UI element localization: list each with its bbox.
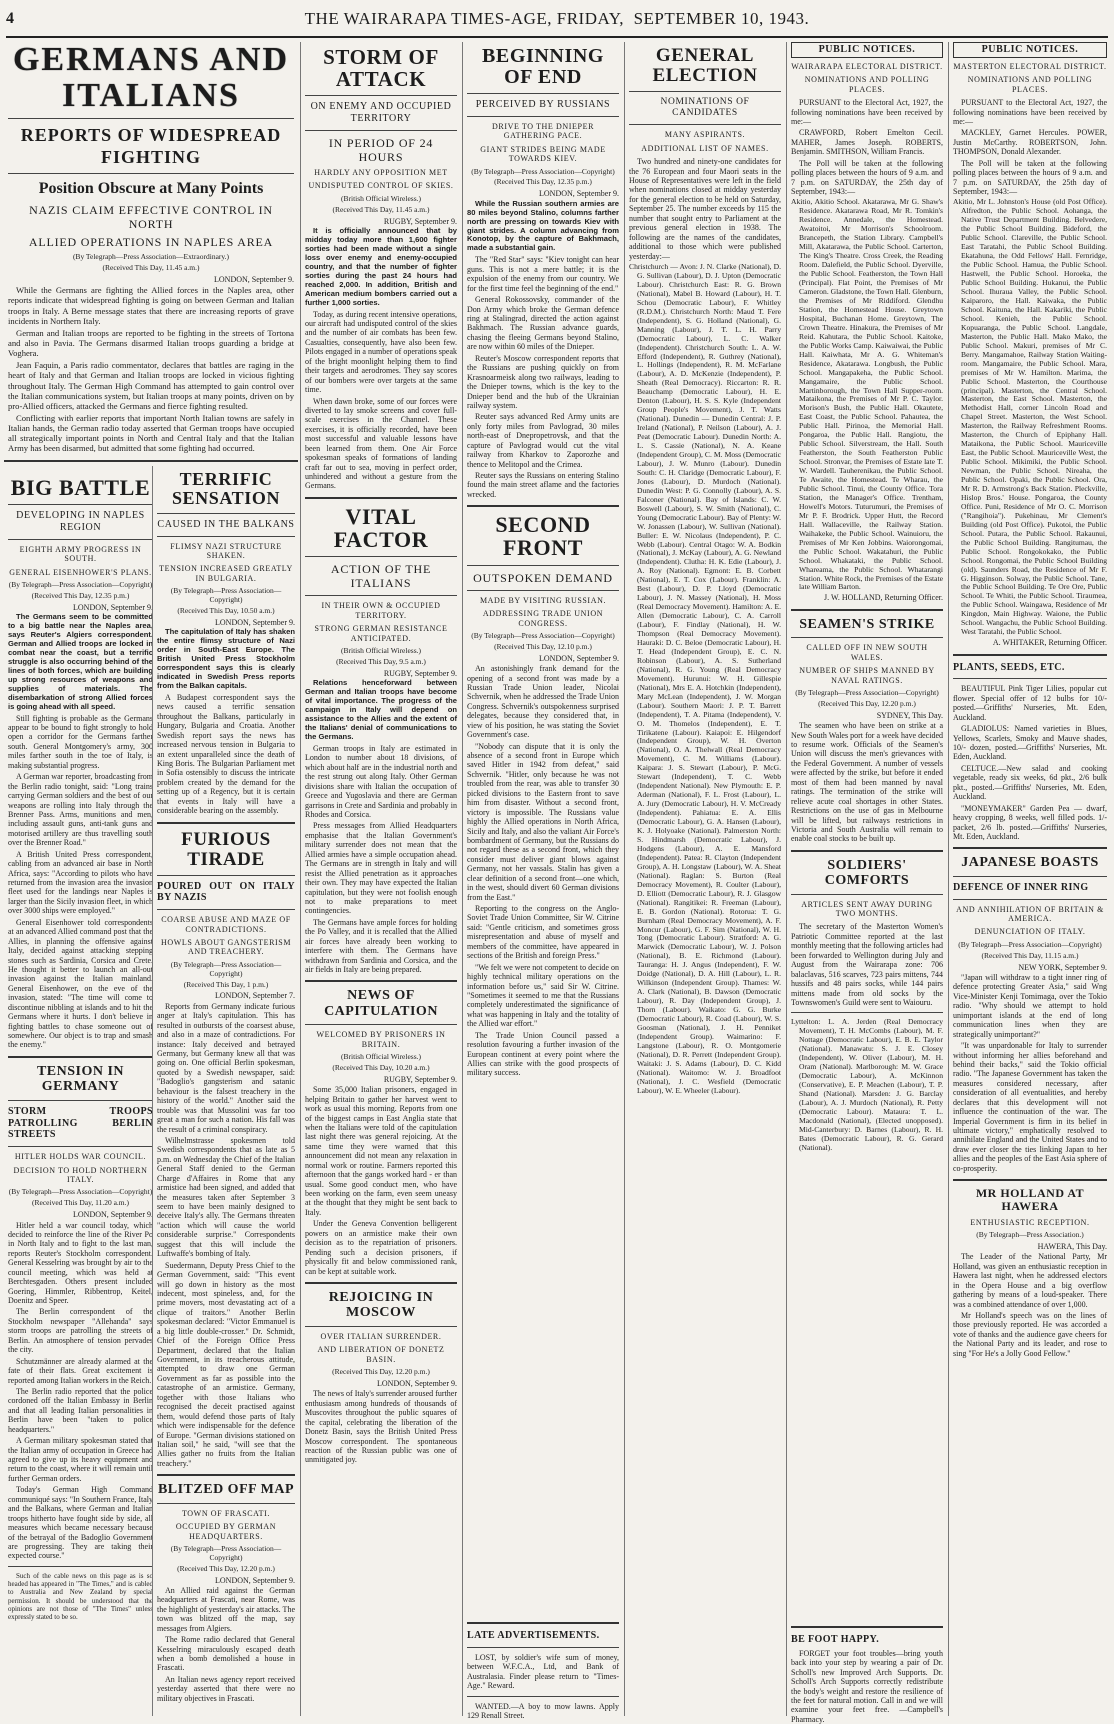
received-line: (Received This Day, 11.20 a.m.): [32, 1198, 129, 1208]
headline-vital-factor: VITAL FACTOR: [333, 503, 429, 552]
subhead-allied-operations: ALLIED OPERATIONS IN NAPLES AREA: [28, 235, 274, 250]
subhead: ENTHUSIASTIC RECEPTION.: [970, 1217, 1090, 1227]
article-paragraph: "We felt we were not competent to decide on highly technical military operations on the information before us," said Sir W. Citrine. "Sometimes it seemed to me that the Russians completely underestimated the significance of what was happening in Italy and the totality of the Allied war effort.": [467, 962, 619, 1029]
article-paragraph: An Italian news agency report received yesterday asserted that there were no military objectives in Frascati.: [157, 1674, 295, 1703]
subhead: HITLER HOLDS WAR COUNCIL.: [14, 1152, 147, 1162]
article-paragraph: The "Red Star" says: "Kiev tonight can hear guns. This is not a mere battle; it is the expulsion of the enemy from our country. We for the first time feel the beginning of the end.": [467, 255, 619, 293]
classified-ad: "MONEYMAKER" Garden Pea — dwarf, heavy cropping, 8 weeks, well filled pods. 1/- packet, 2/6 lb. posted.—Griffiths' Nurseries, Mt. Eden, Auckland.: [953, 803, 1107, 841]
headline-mr-holland: MR HOLLAND AT HAWERA: [975, 1186, 1085, 1214]
article-paragraph: Reuter says advanced Red Army units are only forty miles from Pavlograd, 30 miles north-east of Dnepropetrovsk, and that the capture of Pavlograd would cut the vital railway from Kharkov to Zaporozhe and thence to Melitopol and the Crimea.: [467, 412, 619, 469]
article-paragraph: Conflicting with earlier reports that important North Italian towns are safely in Italian hands, the German radio today asserted that German troops have occupied all strategically important points in North and Central Italy and that the Italian Army has been disarmed, but admitted that some fighting had occurred.: [8, 413, 294, 454]
article-paragraph: Jean Faquin, a Paris radio commentator, declares that battles are raging in the heart of Italy and that German and Italian troops are locked in vicious fighting throughout Italy. The German High Command has attempted to gain control over the Italian communications system, but Italian troops at many points, driven on by pro-Allied officers, attacked the Germans and fierce fighting resulted.: [8, 360, 294, 411]
subhead: EIGHTH ARMY PROGRESS IN SOUTH.: [19, 544, 142, 564]
column-4: [462, 42, 623, 1720]
subhead: DENUNCIATION OF ITALY.: [974, 927, 1086, 937]
classified-ad: LOST, by soldier's wife sum of money, between W.F.C.A., Ltd, and Bank of Australasia. Finder please return to "Times-Age." Reward.: [467, 1652, 619, 1691]
headline-soldiers-comforts: SOLDIERS' COMFORTS: [824, 857, 910, 889]
candidate-list-continued: Lyttelton: L. A. Jerden (Real Democracy Movement), T. H. McCombs (Labour), M. F. Nottage (Democratic Labour), E. B. E. Taylor (National). Manawatu: S. J. E. Closey (Independent), W. Oliver (Labour), M. H. Oram (National). Marlborough: M. W. Grace (Democratic Labour), A. McKinnon (Conservative), E. P. Meachen (Labour), T. P. Shand (National). Marsden: J. G. Barclay (Labour), A. J. Murdoch (National), R. Petty (Democratic Labour). Mataura: T. L. Macdonald (National), (Elected unopposed). Mid-Canterbury: D. Barnes (Labour), R. H. Bates (Democratic Labour), R. G. Gerard (National).: [791, 1017, 943, 1152]
dateline: LONDON, September 9.: [539, 653, 619, 663]
article-paragraph: Reuter's Moscow correspondent reports that the Russians are pushing quickly on from Krasnoarmeisk along two railways, leading to the Dnieper towns, which is the key to the Dnieper bend and the hub of the Ukrainian railway system.: [467, 353, 619, 410]
notice-subhead: WAIRARAPA ELECTORAL DISTRICT.: [791, 61, 943, 71]
column-2: [152, 466, 299, 1716]
subhead: ACTION OF THE ITALIANS: [330, 562, 432, 591]
credit-line: (By Telegraph—Press Association—Copyright): [170, 586, 282, 605]
headline-beginning-of-end: BEGINNING OF END: [481, 45, 605, 88]
column-3: [300, 42, 461, 1716]
notice-paragraph: PURSUANT to the Electoral Act, 1927, the following nominations have been received by me:—: [953, 98, 1107, 126]
subhead: DEFENCE OF INNER RING: [953, 881, 1089, 893]
masthead: [6, 2, 1108, 38]
subhead: STRONG GERMAN RESISTANCE ANTICIPATED.: [314, 624, 448, 643]
article-paragraph: Reporting to the congress on the Anglo-Soviet Trade Union Committee, Sir W. Citrine said: "Gentle criticism, and sometimes gross misrepresentation and abuse of myself and members of the committee, have appeared in sections of the British and foreign Press.": [467, 904, 619, 961]
subhead-position-obscure: Position Obscure at Many Points: [38, 179, 264, 197]
article-paragraph: German troops in Italy are estimated in London to number about 18 divisions, of which about half are in the industrial north and the rest strung out along Italy. Other German divisions share with Italian the occupation of Greece and Yugoslavia and there are German garrisons in Crete and Sardinia and probably in Rhodes and Corsica.: [305, 743, 457, 819]
foot-happy-ad: [787, 1620, 947, 1724]
article-paragraph: Reuter says the Russians on entering Stalino found the main street aflame and the factories wrecked.: [467, 471, 619, 499]
subhead: POURED OUT ON ITALY BY NAZIS: [157, 880, 295, 904]
dateline: LONDON, September 9.: [377, 1378, 457, 1388]
candidate-list: Christchurch — Avon: J. N. Clarke (National), D. G. Sullivan (Labour), D. J. Upton (Democratic Labour). Christchurch East: R. G. Brown (National), Mabel B. Howard (Labour), H. T. Schou (Democratic Labour), F. Whitley (R.D.M.). Christchurch North: Maud T. Fere (Independent), S. G. Holland (National), G. Manning (Labour), J. T. L. H. Parry (Democratic Labour), L. C. Walker (Independent). Christchurch South: L. A. W. Efford (Independent), R. Guthrey (National), L. Hollings (Independent), R. M. McFarlane (Labour), A. D. McKenzie (Independent), P. Sheath (Real Democracy). Riccarton: R. R. Beauchamp (Democratic Labour), H. E. Denton (Labour), H. S. S. Kyle (Independent Group People's Movement), J. T. Watts (National). Dunedin — Dunedin Central: J. P. Ireland (National), P. Neilson (Labour), A. J. Peat (Democratic Labour). Dunedin North: A. L. S. Cassie (National), N. A. Keane (Independent Group), C. M. Moss (Democratic Labour), J. W. Munro (Labour). Dunedin South: C. H. Claridge (Democratic Labour), F. Jones (Labour), D. Murdoch (National). Dunedin West: P. G. Connolly (Labour), A. S. Falconer (National). Bay of Islands: C. W. Boswell (Labour), S. W. Smith (National), C. Young (Democratic Labour). Bay of Plenty: W. W. Jonassen (Labour), W. Sullivan (National). Buller: E. W. Nicolaus (Independent), P. C. Webb (Labour). Central Otago: W. A. Bodkin (National), J. McKay (Labour), A. G. Newland (Independent). Clutha: H. K. Edie (Labour), J. A. Roy (National). Egmont: E. B. Corbett (National), E. T. Cox (Labour). Franklin: A. Best (Labour), D. P. Lloyd (Democratic Labour), J. N. Massey (National), H. Moss (Real Democracy Movement). Hamilton: A. E. Allen (Democratic Labour), C. A. Carroll (Labour), F. Findlay (National), H. W. Thompson (Real Democracy Movement). Hauraki: D. C. Beloe (Democratic Labour), H. T. Head (Independent Group), E. C. N. Robinson (Labour), A. S. Sutherland (National), R. G. Young (Real Democracy Movement). Hurunui: W. H. Gillespie (National), Mrs E. A. Hotchkin (Independent), Mary McLean (Independent), J. W. Morgan (Labour). Southern Maori: J. P. T. Barrett (Independent), T. A. Pitama (Independent), V. O. M. Thomelos (Independent), E. T. Tirikatene (Labour). Kaiapoi: E. Hilgendorf (Independent Group), W. H. Overton (National), O. A. Thelwall (Real Democracy Movement), C. M. Williams (Labour). Kaipara: J. S. Stewart (Labour), P. McG. Stewart (Independent), T. C. Webb (Independent National). New Plymouth: E. P. Aderman (National), F. L. Frost (Labour), L. A. Jury (Democratic Labour), H. V. McCready (Independent). Pahiatua: E. A. Ellis (Democratic Labour), G. A. Hansen (Labour), K. J. Holyoake (National). Palmerston North: S. Hindmarsh (Democratic Labour), J. Hodgens (Labour), A. E. Mansford (Independent). Patea: R. Clayton (Independent Group), A. H. Longstaw (Labour), W. A. Sheat (National). Raglan: S. Burton (Real Democracy Movement), R. Coulter (Labour), D. Elliott (Democratic Labour), R. J. Glasgow (National). Rangitikei: R. Freeman (Labour), E. B. Gordon (National). Rotorua: T. G. Burnham (Real Democracy Movement), A. F. Moncur (Labour), G. F. Sim (National), W. H. Tong (Democratic Labour). Stratford: A. G. Marwick (Democratic Labour), W. J. Polson (National), B. E. Richmond (Labour). Tauranga: H. J. Angus (Independent), F. W. Doidge (National), D. A. Hill (Labour), L. R. Wilkinson (Independent Group). Thames: W. A. Clark (National), B. Dawson (Democratic Labour), R. Day (Independent Group), J. Thorn (Labour). Waikato: G. G. Burke (Democratic Labour), R. Coad (Labour), W. S. Goosman (National), J. H. Penniket (Independent Group). Waimarino: F. Langstone (Labour), R. O. Montgomerie (National), D. R. Perrett (Independent Group). Waitaki: J. S. Adams (Labour), D. C. Kidd (National). Waitomo: W. J. Broadfoot (National), J. C. Wesfield (Democratic Labour), W. E. Wheeler (Labour).: [629, 261, 781, 1095]
received-line: (Received This Day, 12.20 p.m.): [332, 1367, 430, 1377]
polling-places-list: Akitio, Mr L. Johnston's House (old Post Office). Alfredton, the Public School. Aohanga, the Native Trust Department Building. Belvedere, the Public School Building. Bideford, the Public School. Clareville, the Public School. East Taratahi, the Public School Building. Ekatahuna, the Odd Fellows' Hall. Fernridge, the Public School. Hamua, the Public School. Hastwell, the Public School. Horoeka, the Public School Building. Hukanui, the Public School. Ihuraua Valley, the Public School. Kaiparoro, the Hall. Kaiwaka, the Public School. Kaituna, the Hall. Kakariki, the Public School. Kenieh, the Public School. Kopuaranga, the Public School. Langdale, Masterton, the Public Hall. Mako Mako, the Public School. Makuri, premises of Mr C. Berry. Mangamahoe, Railway Station Waiting-room. Mangamaire, the Public School. Mara, premises of Mr W. Hamilton. Marima, the Public School. Masterton, the Courthouse (principal). Masterton, the Central School. Masterton, the East School. Masterton, the Methodist Hall, corner Lincoln Road and Chapel Street. Masterton, the West School. Masterton, the Railway Refreshment Rooms. Masterton, the Church of Epiphany Hall. Mataikona, the Public School. Mauriceville East, the Public School. Mauriceville West, the Public School. Mikimiki, the Public School. Newman, the Public School. Nireaha, the Public School. Opaki, the Public School. Ora, Mr R. D. Armstrong's Back Station. Pleckville, Hislop Bros.' House. Pongaroa, the County Office. Puni, Residence of Mr O. C. Morrison ("Rangihoia"). Pukehinau, Mr Clement's Building (old Post Office). Pukotoi, the Public School. Putara, the Public School. Rakaunui, the Public School Building. Rangitumau, the Public School. Rongokokako, the Public School. Rongomai, the Public School Building (old). Saunders Road, the Residence of Mr F. G. Higginson. Solway, the Public School. Tane, the Public School Building. Te Ore Ore, Public School. Te Whiti, the Public School. Tiraumea, the Public School. Waingawa, Residence of Mr Kingdon, Main Highway. Waione, the Public School. Wangachu, the Public School Building. West Taratahi, the Public School.: [953, 197, 1107, 637]
article-paragraph: Some 35,000 Italian prisoners, engaged in helping Britain to gather her harvest went to work as usual this morning. Reports from one of the biggest camps in East Anglia state that when the Italians were told of the capitulation last night there was general rejoicing. At the same time they were warned that this announcement did not mean any relaxation in normal work or routine. Farmers reported this afternoon that the gangs worked hard - er than usual. Some good conduct men, who have been working on the farm, even seem uneasy at the thought that they might be sent back to Italy.: [305, 1085, 457, 1217]
received-line: (Received This Day, 12.35 p.m.): [31, 590, 130, 600]
late-ads-heading: LATE ADVERTISEMENTS.: [467, 1630, 600, 1641]
subhead: TENSION INCREASED GREATLY IN BULGARIA.: [159, 564, 293, 583]
headline-germans-italians: GERMANS AND ITALIANS: [12, 41, 290, 114]
article-paragraph: The Berlin correspondent of the Stockholm newspaper "Allehanda" says storm troops are patrolling the streets of Berlin. An atmosphere of tension pervades the city.: [8, 1307, 153, 1355]
article-paragraph: Mr Holland's speech was on the lines of those previously reported. He was accorded a vote of thanks and the audience gave cheers for the National Party and its leader, and rose to sing "For He's a Jolly Good Fellow.": [953, 1310, 1107, 1358]
subhead: OVER ITALIAN SURRENDER.: [320, 1331, 442, 1341]
dateline: NEW YORK, September 9.: [1018, 962, 1107, 972]
credit-line: (By Telegraph—Press Association—Copyright): [958, 939, 1102, 949]
article-paragraph: Under the Geneva Convention belligerent powers on an armistice make their own decision as to the repatriation of prisoners. Pending such a decision prisoners, if physically fit and below commissioned rank, can be kept at suitable work.: [305, 1219, 457, 1276]
article-paragraph: A Budapest correspondent says the news caused a terrific sensation throughout the Balkans, particularly in Hungary, Bulgaria and Croatia. Another Swedish report says the news has increased nervous tension in Bulgaria to an extent unparalleled since the death of King Boris. The Bulgarian Parliament met in Sofia ostensibly to discuss the intricate problem created by the demand for the setting up of a Regency, but it is certain that events in Italy will have a considerable bearing on the assembly.: [157, 692, 295, 816]
subhead: IN THEIR OWN & OCCUPIED TERRITORY.: [321, 601, 441, 620]
dateline: RUGBY, September 9.: [383, 668, 457, 678]
article-paragraph: The seamen who have been on strike at a New South Wales port for a week have decided to resume work. Officials of the Seamen's Union will discuss the men's grievances with the Federal Government. A number of vessels were affected by the strike, but before it ended most of them had been manned by naval ratings. The termination of the strike will relieve acute coal shortages in other States. Restrictions on the use of gas in Melbourne will be lifted, but railways restrictions in Victoria and South Australia will remain to enable coal stocks to be built up.: [791, 721, 943, 844]
subhead: MANY ASPIRANTS.: [664, 130, 746, 140]
article-paragraph: The secretary of the Masterton Women's Patriotic Committee reported at the last monthly meeting that the following articles had been forwarded to Wellington during July and August from the Wairarapa zone: 706 balaclavas, 516 scarves, 723 pairs mittens, 744 hussifs and 48 pairs socks, while 144 pairs mittens made from old socks by the Townswomen's Guild were sent to Waiouru.: [791, 922, 943, 1007]
article-paragraph: The Berlin radio reported that the police cordoned off the Italian Embassy in Berlin and that all leading Italian personalities in Berlin have been "taken to police headquarters.": [8, 1386, 153, 1434]
dateline: RUGBY, September 9.: [383, 1074, 457, 1084]
credit-line: (By Telegraph—Press Association—Copyright): [170, 1543, 282, 1562]
credit-line: (By Telegraph—Press Association—Copyright): [795, 688, 939, 697]
article-paragraph: Wilhelmstrasse spokesmen told Swedish correspondents that as late as 5 p.m. on Wednesday the Chief of the Italian General Staff denied to the German Charge d'Affaires in Rome that any armistice had been signed, and added that the measures taken after September 3 seem to have been mainly designed to deceive Italy's ally. The Germans threaten "action which will cause the world considerable surprise." Correspondents suggest that this will include the Luftwaffe's bombing of Italy.: [157, 1135, 295, 1259]
polling-places-list: Akitio, Akitio School. Akatarawa, Mr G. Shaw's Residence. Akatarawa Road, Mr R. Tomkin's Residence. Annedale, the Homestead. Awatoitoi, Mr Morrison's Schoolroom. Brancepeth, the Station Library. Campbell's Mill, Akatarawa, the Public School. Carterton, The King's Theatre. Cross Creek, the Reading Room. Dalefield, the Public School. Dyerville, the Public School. Featherston, the Town Hall (Principal). Flat Point, the Premises of Mr Cameron. Gladstone, the Town Hall. Glenburn, the Premises of Mr Riddiford. Glendhu Station, the Homestead House. Greytown Hospital, Buchanan Home. Greytown, The Crown Theatre. Hinakura, the Premises of Mr Reid. Kahutara, the Public School. Kaitoke, the Public Works Camp. Kaiwaiwai, the Public Hall. Kaiwhata, Mr A. G. Whiteman's Residence, Akatarawa. Longbush, the Public School. Mangapakeha, the Public School. Mangamaire, the Public School. Martinborough, the Town Hall Supper-room. Mataikona, the Premises of Mr P. C. Taylor. Morison's Bush, the Public Hall. Okautete, East Coast, the Public School. Pahautea, the Public Hall. Pirinoa, the Memorial Hall. Pongaroa, the Public Hall. Rangiotu, the Public School. Silverstream, the Hall. South Featherston, the South Featherston Public School. Stronvar, the Premises of Estate late T. W. Wardell. Tauherenikau, the Public School. Te Awaite, the Homestead. Te Wharau, the Public School. Tinui, the County Office. Tora Station, the Manager's Office. Trentham, Howell's Motors. Tuturumuri, the Premises of Mr P. F. Brodrick. Upper Hutt, the Record Hall. Wallaceville, the Railway Station. Waihakeke, the Public School. Wainuioru, the Premises of Mr Ken Jobbins. Waiorongomai, the Public School. Wakatahuri, the Public School. Whakataki, the Public School. Whareama, the Public School. Whatarangi Station. White Rock, the Premises of the Estate late William Barton.: [791, 197, 943, 592]
dateline: HAWERA, This Day.: [1037, 1241, 1107, 1251]
subhead: AND ANNIHILATION OF BRITAIN & AMERICA.: [956, 904, 1104, 924]
headline-seamens-strike: SEAMEN'S STRIKE: [799, 616, 935, 632]
subhead: HOWLS ABOUT GANGSTERISM AND TREACHERY.: [160, 938, 292, 957]
subhead: OCCUPIED BY GERMAN HEADQUARTERS.: [175, 1522, 277, 1541]
article-lead: While the Russian southern armies are 80 miles beyond Stalino, columns farther north are pressing on towards Kiev with giant strides. A column advancing from Konotop, by the capture of Bakhmach, made a substantial gain.: [467, 198, 619, 253]
subhead: DEVELOPING IN NAPLES REGION: [16, 510, 145, 533]
subhead: OUTSPOKEN DEMAND: [473, 570, 613, 585]
classified-ad: BEAUTIFUL Pink Tiger Lilies, popular cut flower. Special offer of 12 bulbs for 10/- posted.—Griffiths' Nurseries, Mt. Eden, Auckland.: [953, 684, 1107, 722]
credit-line: (By Telegraph—Press Association.): [976, 1230, 1084, 1240]
article-paragraph: German and Italian troops are reported to be fighting in the streets of Tortona and also in Pavia. The Germans disarmed Italian troops guarding a bridge at Voghera.: [8, 327, 294, 359]
article-lead: It is officially announced that by midday today more than 1,600 fighter sorties had been made without a single loss over enemy and enemy-occupied country, and that the number of fighter sorties during the past 24 hours had reached 2,000. In addition, British and American medium bombers carried out a further 1,000 sorties.: [305, 226, 457, 307]
subhead: DECISION TO HOLD NORTHERN ITALY.: [13, 1165, 148, 1184]
article-paragraph: When dawn broke, some of our forces were diverted to lay smoke screens and cover full-scale exercises in the Channel. These exercises, it is officially recorded, have been most successful and valuable lessons have been learned from them. One Air Force spokesman speaks of formations of landing craft far out to sea, moving in perfect order, unhindered and without a gesture from the Germans.: [305, 396, 457, 491]
subhead: AND LIBERATION OF DONETZ BASIN.: [317, 1345, 445, 1364]
headline-news-of-capitulation: NEWS OF CAPITULATION: [324, 988, 438, 1019]
classified-ad: CELTUCE.—New salad and cooking vegetable, ready six weeks, 6d pkt., 2/6 bulk pkt., posted.—Griffiths' Nurseries, Mt. Eden, Auckland.: [953, 763, 1107, 802]
article-paragraph: "Japan will withdraw to a tight inner ring of defence protecting Greater Asia," said Wng Vice-Minister Kenji Tomimaga, over the Tokio radio. "Why should we attempt to hold unimportant islands at the end of long communication lines when they are strategically unimportant?": [953, 973, 1107, 1039]
article-paragraph: The Germans have ample forces for holding the Po Valley, and it is recalled that the Allied air forces have already been working to interfere with them. The Germans have withdrawn from Sardinia and Corsica, and the air fields in Italy are being prepared.: [305, 917, 457, 974]
dateline: SYDNEY, This Day.: [876, 710, 943, 720]
credit-line: (By Telegraph—Press Association—Copyright): [471, 630, 615, 640]
notice-subhead: NOMINATIONS AND POLLING PLACES.: [967, 75, 1093, 94]
subhead: STORM TROOPS PATROLLING BERLIN STREETS: [8, 1105, 153, 1141]
article-paragraph: General Rokossovsky, commander of the Don Army which broke the German defence ring at Stalingrad, directed the action against Bakhmach. The Russian advance guards, chasing the fleeing Germans beyond Stalino, are now within 60 miles of the Dnieper.: [467, 295, 619, 352]
subhead: FLIMSY NAZI STRUCTURE SHAKEN.: [170, 541, 282, 561]
subhead: IN PERIOD OF 24 HOURS: [328, 135, 434, 164]
received-line: (Received This Day, 12.10 p.m.): [494, 641, 592, 651]
subhead: NOMINATIONS OF CANDIDATES: [660, 96, 750, 119]
article-paragraph: Still fighting is probable as the Germans appear to be bound to fight strongly to hold open a corridor for the Germans farther south. General Montgomery's army, 300 miles farther south in the toe of Italy, is making substantial progress.: [8, 713, 153, 770]
credit-line: (British Official Wireless.): [340, 1052, 422, 1062]
notice-paragraph: The Poll will be taken at the following polling places between the hours of 9 a.m. and 7 p.m. on SATURDAY, the 25th day of September, 1943:—: [953, 158, 1107, 197]
credit-line: (British Official Wireless.): [340, 646, 422, 656]
article-paragraph: "Nobody can dispute that it is only the absence of a second front in Europe which saved Hitler in 1942 from defeat," said Schvernik. "Hitler, only because he was not troubled from the rear, was able to transfer 30 picked divisions to the Eastern front to save him from disaster. Without a second front, victory is impossible. The Russians value highly the Allied operations in North Africa, Sicily and Italy, and also the valiant Air Force's bombardment of Germany, but the Russians do not regard these as a second front, which they consider must deliver giant blows against Germany, not her vassals. Stalin has given a clear definition of a second front—one which, in the west, should divert 60 German divisions from the East.": [467, 741, 619, 902]
received-line: (Received This Day, 10.20 a.m.): [332, 1062, 430, 1072]
subhead: ARTICLES SENT AWAY DURING TWO MONTHS.: [801, 899, 933, 919]
nominee-list: CRAWFORD, Robert Emelton Cecil. MAHER, James Joseph. ROBERTS, Benjamin. SMITHSON, William Francis.: [791, 128, 943, 157]
article-paragraph: Hitler held a war council today, which decided to reinforce the line of the River Po in North Italy and to fight to the last man, reports Reuter's Stockholm correspondent. General Kesselring was brought by air to the council meeting, which was held at Berchtesgaden. Others present included Goering, Himmler, Ribbentrop, Keitel, Doenitz and Speer.: [8, 1220, 153, 1306]
article-paragraph: While the Germans are fighting the Allied forces in the Naples area, other reports indicate that widespread fighting is going on between German and Italian troops in Italy. A Berne message states that there are increasing reports of grave incidents in Northern Italy.: [8, 285, 294, 326]
dateline: LONDON, September 7.: [215, 991, 295, 1001]
headline-second-front: SECOND FRONT: [495, 512, 591, 561]
notice-paragraph: PURSUANT to the Electoral Act, 1927, the following nominations have been received by me:—: [791, 98, 943, 126]
column-5: [624, 42, 785, 1716]
page-number: 4: [6, 10, 15, 27]
article-paragraph: Two hundred and ninety-one candidates for the 76 European and four Maori seats in the House of Representatives were left in the field when nominations closed at midday yesterday for the general election to be held on Saturday, September 25. The number exceeds by 115 the number that sought entry to Parliament at the previous general election in 1938. The following are the names of the candidates, additional to those which were published yesterday:—: [629, 157, 781, 261]
paper-title: [46, 9, 1068, 29]
received-line: (Received This Day, 11.45 a.m.): [332, 204, 430, 214]
column-6: [786, 42, 947, 1724]
received-line: (Received This Day, 9.5 a.m.): [336, 656, 426, 666]
article-paragraph: "It was unpardonable for Italy to surrender without informing her allies beforehand and behind their backs," said the Tokio official radio. "The Japanese Government has taken the measures considered necessary, after consideration of all eventualities, and hereby declares that this development will not influence the continuation of the war. The Imperial Government is firm in its belief in ultimate victory," emphatically resolved to annihilate England and the United States and to draw ever closer the ties linking Japan to her allies and the peoples of the East Asia sphere of co-prosperity.: [953, 1041, 1107, 1173]
article-paragraph: A German military spokesman stated that the Italian army of occupation in Greece had agreed to give up its heavy equipment and return to the coast, where it will remain until further German orders.: [8, 1436, 153, 1483]
paper-name: THE WAIRARAPA TIMES-AGE, FRIDAY,: [304, 9, 625, 28]
classified-ad: WANTED.—A boy to mow lawns. Apply 129 Renall Street.: [467, 1701, 619, 1720]
returning-officer: J. W. HOLLAND, Returning Officer.: [824, 593, 943, 603]
subhead: ON ENEMY AND OCCUPIED TERRITORY: [310, 101, 452, 124]
received-line: (Received This Day, 11.45 a.m.): [102, 263, 200, 273]
subhead-widespread-fighting: REPORTS OF WIDESPREAD FIGHTING: [20, 125, 282, 167]
headline-terrific-sensation: TERRIFIC SENSATION: [171, 469, 281, 508]
credit-line: (By Telegraph—Press Association—Extraordinary.): [72, 252, 230, 262]
received-line: (Received This Day, 12.35 p.m.): [494, 177, 592, 187]
classifieds-heading: PLANTS, SEEDS, ETC.: [953, 661, 1065, 673]
headline-blitzed-off-map: BLITZED OFF MAP: [157, 1482, 295, 1498]
headline-rejoicing-in-moscow: REJOICING IN MOSCOW: [328, 1289, 434, 1321]
footnote: Such of the cable news on this page as is so headed has appeared in "The Times," and is cabled to Australia and New Zealand by special permission. It should be understood that the opinions are not those of "The Times" unless expressly stated to be so.: [8, 1571, 153, 1622]
subhead: PERCEIVED BY RUSSIANS: [475, 99, 611, 110]
dateline: RUGBY, September 9.: [383, 216, 457, 226]
page-columns: [4, 41, 1110, 1724]
article-paragraph: The news of Italy's surrender aroused further enthusiasm among hundreds of thousands of Muscovites throughout the public squares of the capital, celebrating the liberation of the Donetz Basin, says the British United Press Moscow correspondent. The spontaneous reaction of the Russian public was one of unmitigated joy.: [305, 1389, 457, 1465]
subhead: GENERAL EISENHOWER'S PLANS.: [9, 567, 152, 577]
subhead: UNDISPUTED CONTROL OF SKIES.: [308, 181, 454, 191]
article-paragraph: Today's German High Command communiqué says: "In Southern France, Italy and the Balkans, where German and Italian troops hitherto have fought side by side, all measures which became necessary because of the betrayal of the Badoglio Government are progressing. They are taking their expected course.": [8, 1485, 154, 1561]
subhead: TOWN OF FRASCATI.: [181, 1508, 271, 1518]
dateline: LONDON, September 9.: [539, 189, 619, 199]
article-paragraph: An Allied raid against the German headquarters at Frascati, near Rome, was the highlight of yesterday's air attacks. The town was blitzed off the map, say messages from Algiers.: [157, 1585, 295, 1633]
subhead: WELCOMED BY PRISONERS IN BRITAIN.: [316, 1030, 446, 1049]
article-paragraph: An astonishingly frank demand for the opening of a second front was made by a Russian Trade Union leader, Nicolai Schvernik, when he addressed the Trade Union Congress. Schvernik's outspokenness surprised delegates, because they considered that, in view of his position, he was stating the Soviet Government's case.: [467, 664, 619, 740]
paper-date: SEPTEMBER 10, 1943.: [633, 9, 810, 28]
headline-japanese-boasts: JAPANESE BOASTS: [961, 855, 1099, 871]
received-line: (Received This Day, 1 p.m.): [183, 979, 269, 989]
late-advertisements: [463, 1616, 623, 1720]
article-paragraph: The Rome radio declared that General Kesselring miraculously escaped death when a bomb demolished a house in Frascati.: [157, 1635, 295, 1673]
article-paragraph: A British United Press correspondent, cabling from an advanced air base in North Africa, says: "According to pilots who have returned from the invasion area the invasion fleet used for the landings near Naples is larger than the Sicily invasion fleet, in which over 3000 ships were employed.": [8, 849, 153, 916]
headline-big-battle: BIG BATTLE: [10, 475, 151, 500]
credit-line: (By Telegraph—Press Association—Copyright): [8, 1187, 153, 1197]
subhead: ADDITIONAL LIST OF NAMES.: [641, 143, 769, 153]
subhead: NUMBER OF SHIPS MANNED BY NAVAL RATINGS.: [799, 666, 935, 685]
received-line: (Received This Day, 12.20 p.m.): [177, 1563, 275, 1573]
headline-tension-germany: TENSION IN GERMANY: [36, 1063, 125, 1095]
article-paragraph: Reports from Germany indicate furious anger at Italy's capitulation. This has resulted in outbursts of the coarsest abuse, and also in a maze of contradictions. For instance: Italy deceived and betrayed Germany, but Germany knew all that was going on. One official Berlin spokesman, quoted by a Swedish newspaper, said: "Badoglio's gangsterism and satanic behaviour is the falsest treachery in the history of the world." Another said the trouble was that Mussolini was far too great a man for such a nation. His fall was the result of a criminal conspiracy.: [157, 1001, 295, 1134]
headline-general-election: GENERAL ELECTION: [652, 45, 758, 86]
dateline: LONDON, September 9.: [73, 1210, 153, 1220]
dateline: LONDON, September 9.: [214, 274, 294, 284]
article-lead: The capitulation of Italy has shaken the entire flimsy structure of Nazi order in South-East Europe. The British United Press Stockholm correspondent says this is clearly indicated in Swedish Press reports from the Balkan capitals.: [157, 627, 295, 691]
article-paragraph: Schutzmänner are already alarmed at the fate of their flats. Great excitement is reported among Italian workers in the Reich.: [8, 1356, 153, 1385]
column-7: [948, 42, 1111, 1716]
article-lead: The Germans seem to be committed to a big battle near the Naples area, says Reuter's Algiers correspondent. German and Allied troops are locked in combat near the coast, but a terrific struggle is also occurring behind of the lines of both forces, which are building up strong resources of weapons and supplies of materials. The disembarkation of strong Allied forces is going ahead with all speed.: [8, 612, 153, 711]
headline-furious-tirade: FURIOUS TIRADE: [181, 828, 271, 870]
public-notices-heading: PUBLIC NOTICES.: [791, 42, 943, 58]
received-line: (Received This Day, 12.20 p.m.): [818, 698, 916, 708]
subhead: MADE BY VISITING RUSSIAN.: [479, 595, 607, 605]
subhead: CALLED OFF IN NEW SOUTH WALES.: [806, 643, 928, 662]
subhead: ADDRESSING TRADE UNION CONGRESS.: [482, 609, 604, 628]
article-paragraph: Today, as during recent intensive operations, our aircraft had undisputed control of the skies and the number of air combats has been few. Casualties, consequently, have also been few. Pilots engaged in a number of operations speak of the bright moonlight helping them to find their targets and aerodromes. They say scores of our bombers were over targets at the same time.: [305, 309, 457, 395]
big-battle-article: [4, 472, 157, 1623]
nominee-list: MACKLEY, Garnet Hercules. POWER, Justin McCarthy. ROBERTSON, John. THOMPSON, Donald Alexander.: [953, 128, 1107, 157]
article-lead: Relations henceforward between German and Italian troops have become of vital importance. The progress of the campaign in Italy will depend on assistance to the Allies and the extent of the Italians' denial of communications to the Germans.: [305, 678, 457, 741]
public-notices-heading: PUBLIC NOTICES.: [953, 42, 1107, 58]
notice-paragraph: The Poll will be taken at the following polling places between the hours of 9 a.m. and 7 p.m. on SATURDAY, the 25th day of September, 1943:—: [791, 158, 943, 197]
dateline: LONDON, September 9.: [215, 617, 295, 627]
article-paragraph: The Leader of the National Party, Mr Holland, was given an enthusiastic reception in Hawera last night, when he addressed electors in the Opera House and a big overflow gathering by means of a loud-speaker. There was a combined attendance of over 1,000.: [953, 1252, 1107, 1309]
credit-line: (By Telegraph—Press Association—Copyright): [471, 166, 615, 176]
credit-line: (By Telegraph—Press Association—Copyright): [8, 580, 153, 589]
received-line: (Received This Day, 10.50 a.m.): [177, 606, 275, 616]
article-paragraph: Press messages from Allied Headquarters emphasise that the Italian Government's military surrender does not mean that the Allied armies have a simple occupation ahead. The Germans are in strength in Italy and will resist the Allied penetration as it approaches their own. They may have expected the Italian capitulation, but they were not foolish enough not to make preparations to meet contingencies.: [305, 821, 457, 916]
classified-ad: GLADIOLUS: Named varieties in Blues, Yellows, Scarlets, Smoky and Mauve shades, 10/- dozen, posted.—Griffiths' Nurseries, Mt. Eden, Auckland.: [953, 724, 1107, 762]
ad-text: FORGET your foot troubles—bring youth back into your step by wearing a pair of Dr. Scholl's new Improved Arch Supports. Dr. Scholl's Arch Supports correctly redistribute the body's weight and restore the resilience of the feet for natural motion. Call in and we will examine your feet free. —Campbell's Pharmacy.: [791, 1648, 943, 1724]
subhead: COARSE ABUSE AND MAZE OF CONTRADICTIONS.: [161, 915, 291, 934]
credit-line: (By Telegraph—Press Association—Copyright): [170, 959, 282, 978]
subhead: DRIVE TO THE DNIEPER GATHERING PACE.: [492, 121, 594, 141]
article-paragraph: A German war reporter, broadcasting from the Berlin radio tonight, said: "Long trains carrying German soldiers and the best of our weapons are rolling into Italy through the Brenner Pass. Arms, munitions and men, including assault guns, anti-tank guns and motorised artillery are thus travelling south over the Brenner Road.": [8, 772, 153, 848]
dateline: LONDON, September 9.: [215, 1575, 295, 1585]
notice-subhead: NOMINATIONS AND POLLING PLACES.: [804, 75, 930, 94]
article-paragraph: Suedermann, Deputy Press Chief to the German Government, said: "This event will go down in history as the most indecent, most spineless, and, for the prime movers, most devastating act of a clique of traitors." Another Berlin spokesman declared: "Victor Emmanuel is a big little double-crosser." Dr. Schmidt, Chief of the Foreign Office Press Department, declared that the Italian Government, in its treacherous attitude, attempted to draw one German Government as far as possible into the catastrophe of an armistice. Germany, together with those Italians who recognised the deceit practised against them, would defend those parts of Italy which were indispensable for the defence of Europe. "German divisions stationed on Italian soil," he said, "will see that the Allies gather no fruits from the Italian treachery.": [157, 1260, 295, 1468]
headline-storm-of-attack: STORM OF ATTACK: [323, 45, 439, 92]
article-paragraph: General Eisenhower told correspondents at an advanced Allied command post that the Allies, in planning the offensive against Italy, decided against attacking stepping stones such as Sardinia, Corsica and Crete. He thought it better to launch an all-out invasion against the Italian mainland. General Eisenhower, on the eve of the invasion, stated: "The time will come to discontinue nibbling at islands and to hit the Germans where it hurts. I don't believe in fighting battles to chase someone out of somewhere. Our object is to trap and smash the enemy.": [8, 917, 153, 1050]
received-line: (Received This Day, 11.15 a.m.): [981, 950, 1079, 960]
dateline: LONDON, September 9.: [73, 602, 153, 612]
subhead: CAUSED IN THE BALKANS: [157, 518, 295, 530]
credit-line: (British Official Wireless.): [340, 193, 422, 203]
returning-officer: A. WHITAKER, Returning Officer.: [992, 638, 1107, 648]
subhead: HARDLY ANY OPPOSITION MET: [314, 168, 448, 177]
ad-heading: BE FOOT HAPPY.: [791, 1634, 880, 1645]
subhead-nazis-claim: NAZIS CLAIM EFFECTIVE CONTROL IN NORTH: [29, 202, 273, 231]
notice-subhead: MASTERTON ELECTORAL DISTRICT.: [953, 61, 1107, 71]
article-paragraph: The Trade Union Council passed a resolution favouring a further invasion of the European continent at every point where the Allies can strike with the good prospects of military success.: [467, 1030, 619, 1078]
subhead: GIANT STRIDES BEING MADE TOWARDS KIEV.: [480, 144, 606, 164]
